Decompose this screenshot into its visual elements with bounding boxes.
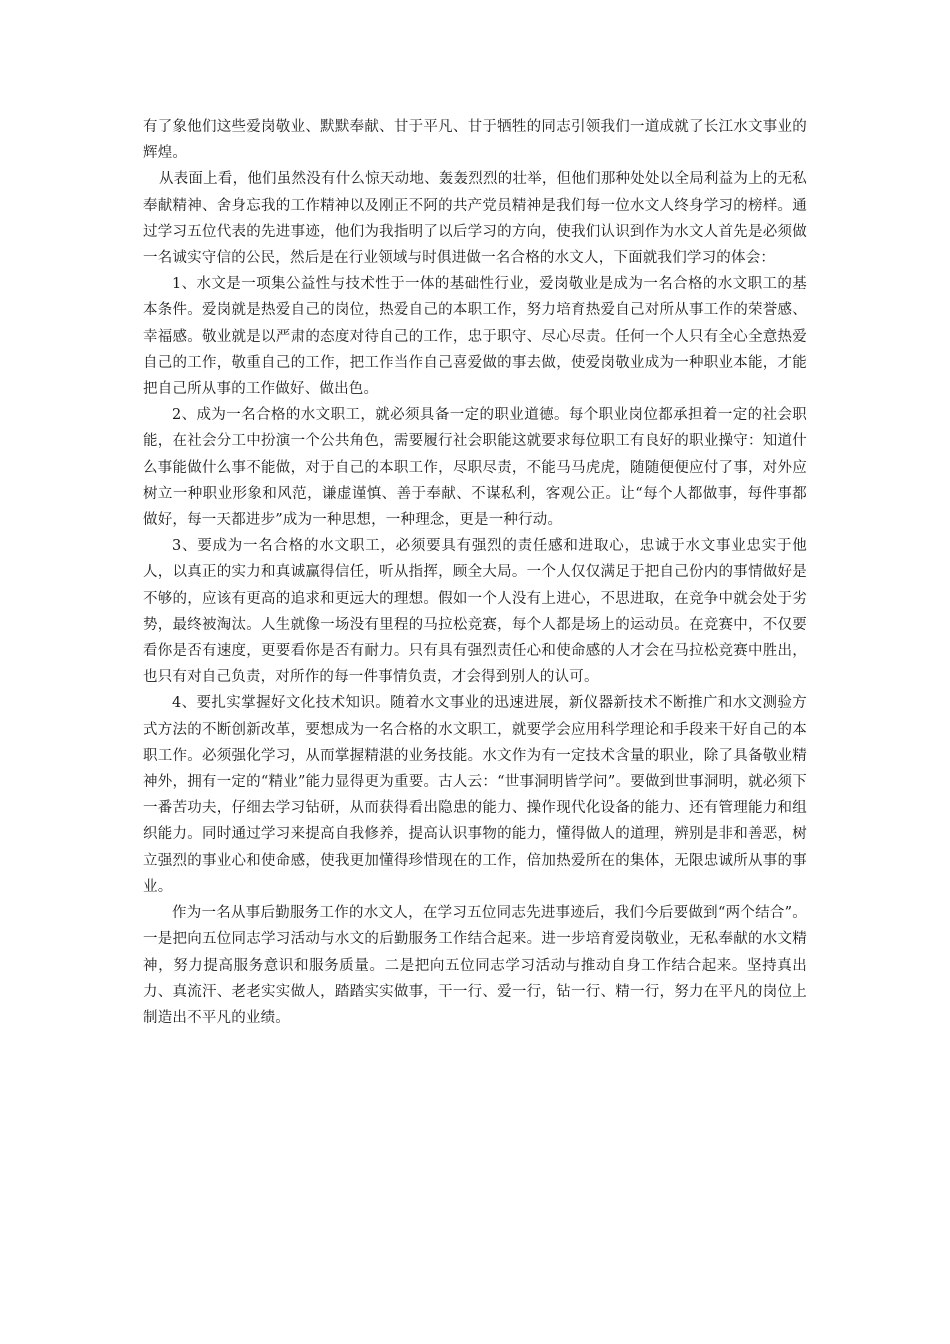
paragraph-continuation: 有了象他们这些爱岗敬业、默默奉献、甘于平凡、甘于牺牲的同志引领我们一道成就了长江水文事业的辉煌。: [143, 119, 807, 162]
paragraph-point-2: 2、成为一名合格的水文职工，就必须具备一定的职业道德。每个职业岗位都承担着一定的社会职能，在社会分工中扮演一个公共角色，需要履行社会职能这就要求每位职工有良好的职业操守：知道什么事能做什么事不能做，对于自己的本职工作，尽职尽责，不能马马虎虎，随随便便应付了事，对外应树立一种职业形象和风范，谦虚谨慎、善于奉献、不谋私利，客观公正。让“每个人都做事，每件事都做好，每一天都进步”成为一种思想，一种理念，更是一种行动。: [143, 407, 807, 529]
paragraph-point-1: 1、水文是一项集公益性与技术性于一体的基础性行业，爱岗敬业是成为一名合格的水文职工的基本条件。爱岗就是热爱自己的岗位，热爱自己的本职工作，努力培育热爱自己对所从事工作的荣誉感、幸福感。敬业就是以严肃的态度对待自己的工作，忠于职守、尽心尽责。任何一个人只有全心全意热爱自己的工作，敬重自己的工作，把工作当作自己喜爱做的事去做，使爱岗敬业成为一种职业本能，才能把自己所从事的工作做好、做出色。: [143, 276, 807, 398]
paragraph-conclusion: 作为一名从事后勤服务工作的水文人，在学习五位同志先进事迹后，我们今后要做到“两个结合”。一是把向五位同志学习活动与水文的后勤服务工作结合起来。进一步培育爱岗敬业，无私奉献的水文精神，努力提高服务意识和服务质量。二是把向五位同志学习活动与推动自身工作结合起来。坚持真出力、真流汗、老老实实做人，踏踏实实做事，干一行、爱一行，钻一行、精一行，努力在平凡的岗位上制造出不平凡的业绩。: [143, 905, 807, 1026]
paragraph-intro: 从表面上看，他们虽然没有什么惊天动地、轰轰烈烈的壮举，但他们那种处处以全局利益为上的无私奉献精神、舍身忘我的工作精神以及刚正不阿的共产党员精神是我们每一位水文人终身学习的榜样。通过学习五位代表的先进事迹，他们为我指明了以后学习的方向，使我们认识到作为水文人首先是必须做一名诚实守信的公民，然后是在行业领域与时俱进做一名合格的水文人，下面就我们学习的体会：: [143, 171, 807, 267]
document-page: [143, 114, 807, 1031]
paragraph-point-3: 3、要成为一名合格的水文职工，必须要具有强烈的责任感和进取心，忠诚于水文事业忠实于他人，以真正的实力和真诚赢得信任，听从指挥，顾全大局。一个人仅仅满足于把自己份内的事情做好是不够的，应该有更高的追求和更远大的理想。假如一个人没有上进心，不思进取，在竞争中就会处于劣势，最终被淘汰。人生就像一场没有里程的马拉松竞赛，每个人都是场上的运动员。在竞赛中，不仅要看你是否有速度，更要看你是否有耐力。只有具有强烈责任心和使命感的人才会在马拉松竞赛中胜出，也只有对自己负责，对所作的每一件事情负责，才会得到别人的认可。: [143, 538, 807, 686]
paragraph-point-4: 4、要扎实掌握好文化技术知识。随着水文事业的迅速进展，新仪器新技术不断推广和水文测验方式方法的不断创新改革，要想成为一名合格的水文职工，就要学会应用科学理论和手段来干好自己的本职工作。必须强化学习，从而掌握精湛的业务技能。水文作为有一定技术含量的职业，除了具备敬业精神外，拥有一定的“精业”能力显得更为重要。古人云：“世事洞明皆学问”。要做到世事洞明，就必须下一番苦功夫，仔细去学习钻研，从而获得看出隐患的能力、操作现代化设备的能力、还有管理能力和组织能力。同时通过学习来提高自我修养，提高认识事物的能力，懂得做人的道理，辨别是非和善恶，树立强烈的事业心和使命感，使我更加懂得珍惜现在的工作，倍加热爱所在的集体，无限忠诚所从事的事业。: [143, 695, 807, 895]
